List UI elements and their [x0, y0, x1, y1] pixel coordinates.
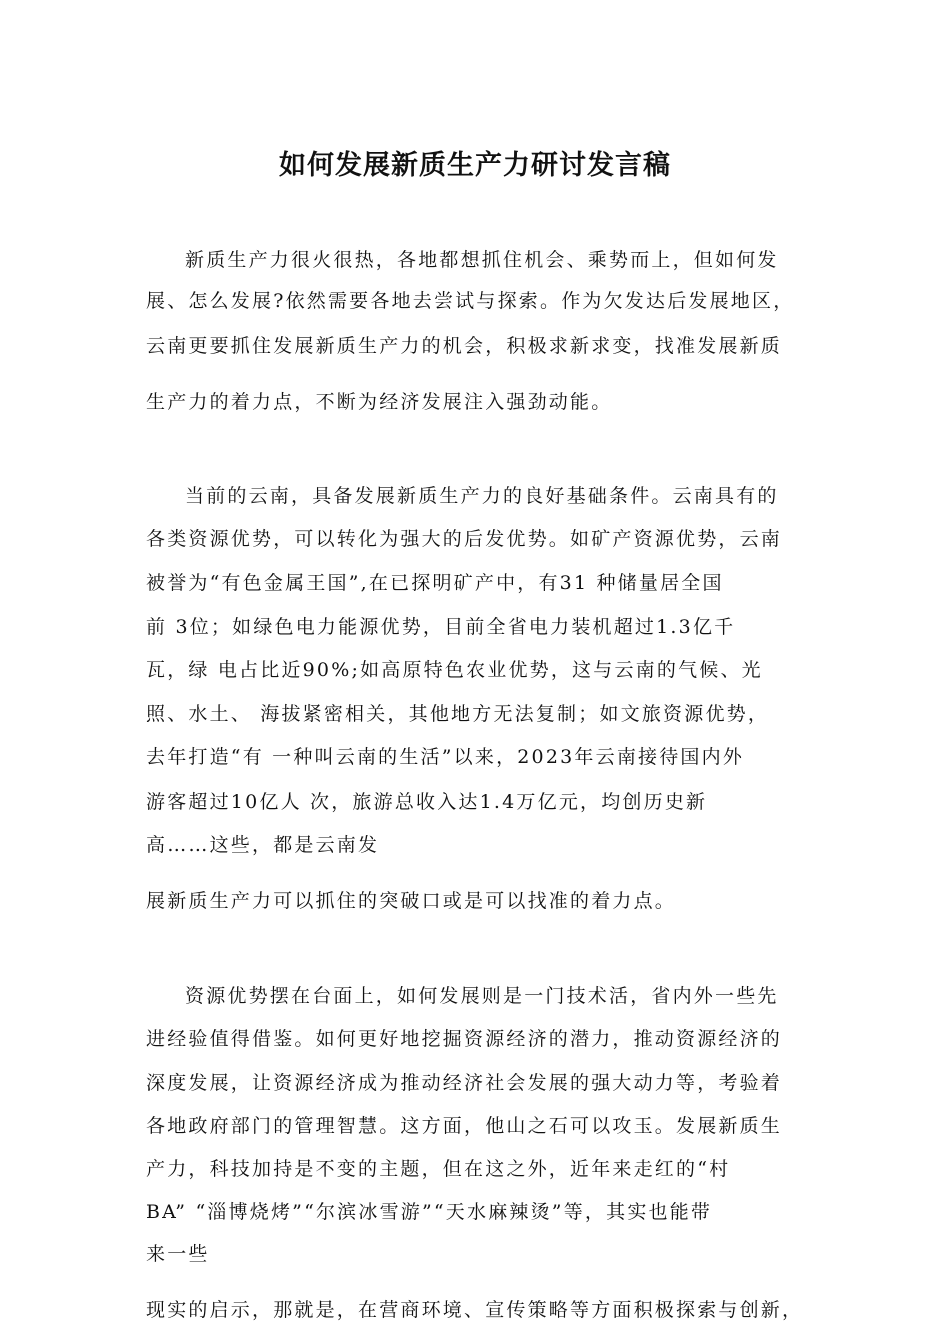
paragraph-3-line-3: 深度发展，让资源经济成为推动经济社会发展的强大动力等，考验着 [146, 1072, 783, 1094]
paragraph-3-line-8: 现实的启示，那就是，在营商环境、宣传策略等方面积极探索与创新， [146, 1299, 804, 1321]
paragraph-3-line-2: 进经验值得借鉴。如何更好地挖掘资源经济的潜力，推动资源经济的 [146, 1028, 783, 1050]
document-title: 如何发展新质生产力研讨发言稿 [279, 150, 671, 181]
paragraph-3-line-4: 各地政府部门的管理智慧。这方面，他山之石可以攻玉。发展新质生 [146, 1115, 783, 1137]
paragraph-2-line-9: 高……这些，都是云南发 [146, 834, 380, 856]
paragraph-2-line-4: 前 3位；如绿色电力能源优势，目前全省电力装机超过1.3亿千 [146, 616, 736, 638]
paragraph-3-line-1: 资源优势摆在台面上，如何发展则是一门技术活，省内外一些先 [185, 985, 779, 1007]
paragraph-2-line-7: 去年打造“有 一种叫云南的生活”以来，2023年云南接待国内外 [146, 746, 745, 768]
paragraph-1-line-3: 云南更要抓住发展新质生产力的机会，积极求新求变，找准发展新质 [146, 335, 783, 357]
paragraph-3-line-5: 产力，科技加持是不变的主题，但在这之外，近年来走红的“村 [146, 1158, 731, 1180]
paragraph-2-line-1: 当前的云南，具备发展新质生产力的良好基础条件。云南具有的 [185, 485, 779, 507]
paragraph-2-line-5: 瓦，绿 电占比近90%;如高原特色农业优势，这与云南的气候、光 [146, 659, 763, 681]
paragraph-1-line-4: 生产力的着力点，不断为经济发展注入强劲动能。 [146, 391, 613, 413]
paragraph-1-line-1: 新质生产力很火很热，各地都想抓住机会、乘势而上，但如何发 [185, 249, 779, 271]
paragraph-3-line-6: BA” “淄博烧烤”“尔滨冰雪游”“天水麻辣烫”等，其实也能带 [146, 1201, 713, 1223]
paragraph-2-line-8: 游客超过10亿人 次，旅游总收入达1.4万亿元，均创历史新 [146, 791, 708, 813]
paragraph-2-line-3: 被誉为“有色金属王国”,在已探明矿产中，有31 种储量居全国 [146, 572, 724, 594]
paragraph-1-line-2: 展、怎么发展?依然需要各地去尝试与探索。作为欠发达后发展地区， [146, 290, 795, 312]
paragraph-2-line-10: 展新质生产力可以抓住的突破口或是可以找准的着力点。 [146, 890, 677, 912]
paragraph-2-line-6: 照、水土、 海拔紧密相关，其他地方无法复制；如文旅资源优势， [146, 703, 770, 725]
paragraph-3-line-7: 来一些 [146, 1243, 210, 1265]
paragraph-2-line-2: 各类资源优势，可以转化为强大的后发优势。如矿产资源优势，云南 [146, 528, 783, 550]
